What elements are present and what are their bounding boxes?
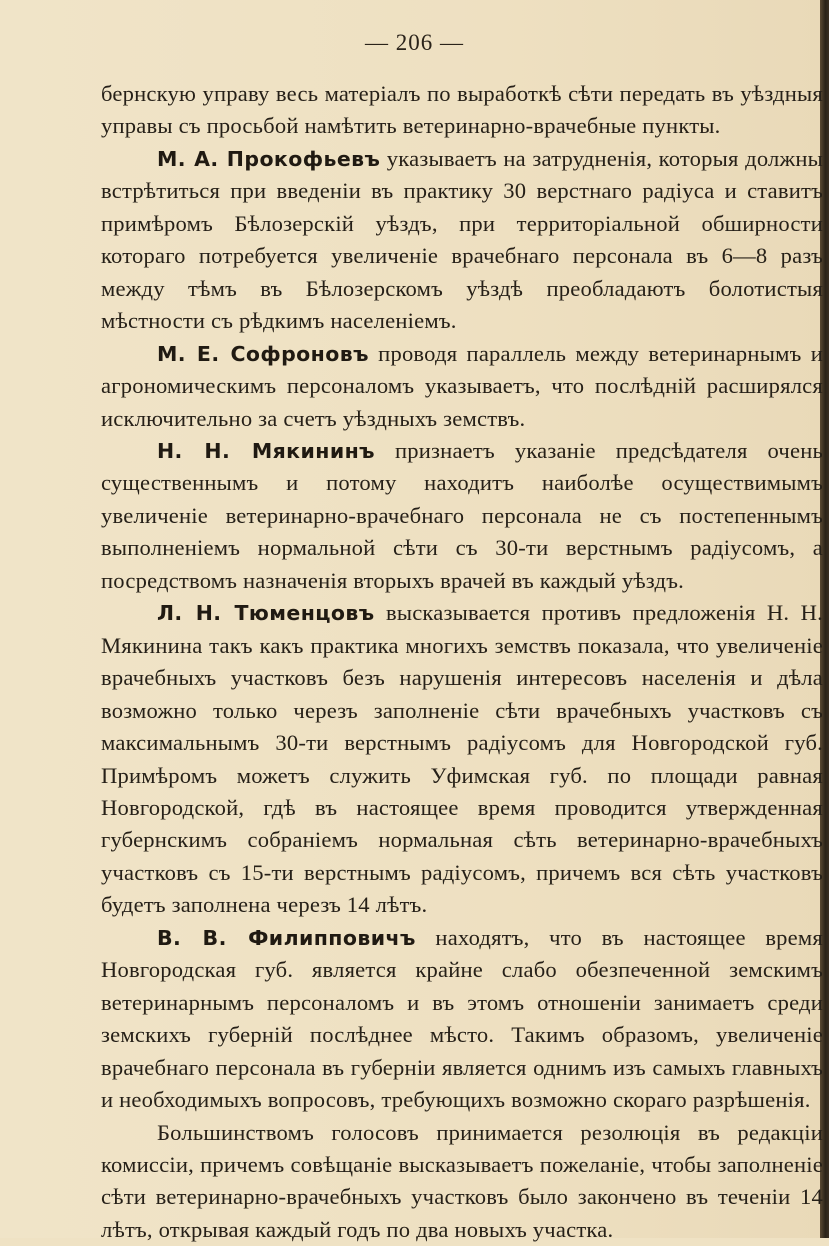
paragraph-resolution <box>101 1117 823 1246</box>
paragraph-text: проводя параллель между ветеринарнымъ и агрономическимъ персоналомъ указываетъ, что послѣдній расширялся исключительно за счетъ уѣздныхъ земствъ. <box>101 341 823 431</box>
paragraph-text: находятъ, что въ настоящее время Новгородская губ. является крайне слабо обезпеченной земскимъ ветеринарнымъ персоналомъ и въ этомъ отношеніи занимаетъ среди земскихъ губерній послѣднее мѣсто. Такимъ образомъ, увеличеніе врачебнаго персонала въ губерніи является однимъ изъ самыхъ главныхъ и необходимыхъ вопросовъ, требующихъ возможно скораго разрѣшенія. <box>101 925 823 1112</box>
body-text <box>101 78 823 1246</box>
speaker-name: Л. Н. Тюменцовъ <box>157 601 375 625</box>
paragraph-text: указываетъ на затрудненія, которыя должны встрѣтиться при введеніи въ практику 30 верстнаго радіуса и ставитъ примѣромъ Бѣлозерскій уѣздъ, при территоріальной обширности котораго потребуется увеличеніе врачебнаго персонала въ 6—8 разъ между тѣмъ въ Бѣлозерскомъ уѣздѣ преобладаютъ болотистыя мѣстности съ рѣдкимъ населеніемъ. <box>101 146 823 333</box>
paragraph-myakinin <box>101 435 823 597</box>
paragraph-tyumentsov <box>101 597 823 922</box>
speaker-name: В. В. Филипповичъ <box>157 926 416 950</box>
speaker-name: М. Е. Софроновъ <box>157 342 369 366</box>
speaker-name: Н. Н. Мякининъ <box>157 439 375 463</box>
paragraph-filippovich <box>101 922 823 1117</box>
page-number: — 206 — <box>0 30 829 56</box>
paragraph-text: признаетъ указаніе предсѣдателя очень существеннымъ и потому находитъ наиболѣе осуществимымъ увеличеніе ветеринарно-врачебнаго персонала не съ постепеннымъ выполненіемъ нормальной сѣти съ 30-ти верстнымъ радіусомъ, а посредствомъ назначенія вторыхъ врачей въ каждый уѣздъ. <box>101 438 823 593</box>
paragraph-prokofiev <box>101 143 823 338</box>
paragraph-text: бернскую управу весь матеріалъ по выработкѣ сѣти передать въ уѣздныя управы съ просьбой намѣтить ветеринарно-врачебные пункты. <box>101 81 823 138</box>
paragraph-text: Большинствомъ голосовъ принимается резолюція въ редакціи комиссіи, причемъ совѣщаніе высказываетъ пожеланіе, чтобы заполненіе сѣти ветеринарно-врачебныхъ участковъ было закончено въ теченіи 14 лѣтъ, открывая каждый годъ по два новыхъ участка. <box>101 1120 823 1242</box>
speaker-name: М. А. Прокофьевъ <box>157 147 380 171</box>
paragraph-continuation <box>101 78 823 143</box>
paragraph-text: высказывается противъ предложенія Н. Н. Мякинина такъ какъ практика многихъ земствъ показала, что увеличеніе врачебныхъ участковъ безъ нарушенія интересовъ населенія и дѣла возможно только черезъ заполненіе сѣти врачебныхъ участковъ съ максимальнымъ 30-ти верстнымъ радіусомъ для Новгородской губ. Примѣромъ можетъ служить Уфимская губ. по площади равная Новгородской, гдѣ въ настоящее время проводится утвержденная губернскимъ собраніемъ нормальная сѣть ветеринарно-врачебныхъ участковъ съ 15-ти верстнымъ радіусомъ, причемъ вся сѣть участковъ будетъ заполнена черезъ 14 лѣтъ. <box>101 600 823 917</box>
paragraph-sofronov <box>101 338 823 435</box>
